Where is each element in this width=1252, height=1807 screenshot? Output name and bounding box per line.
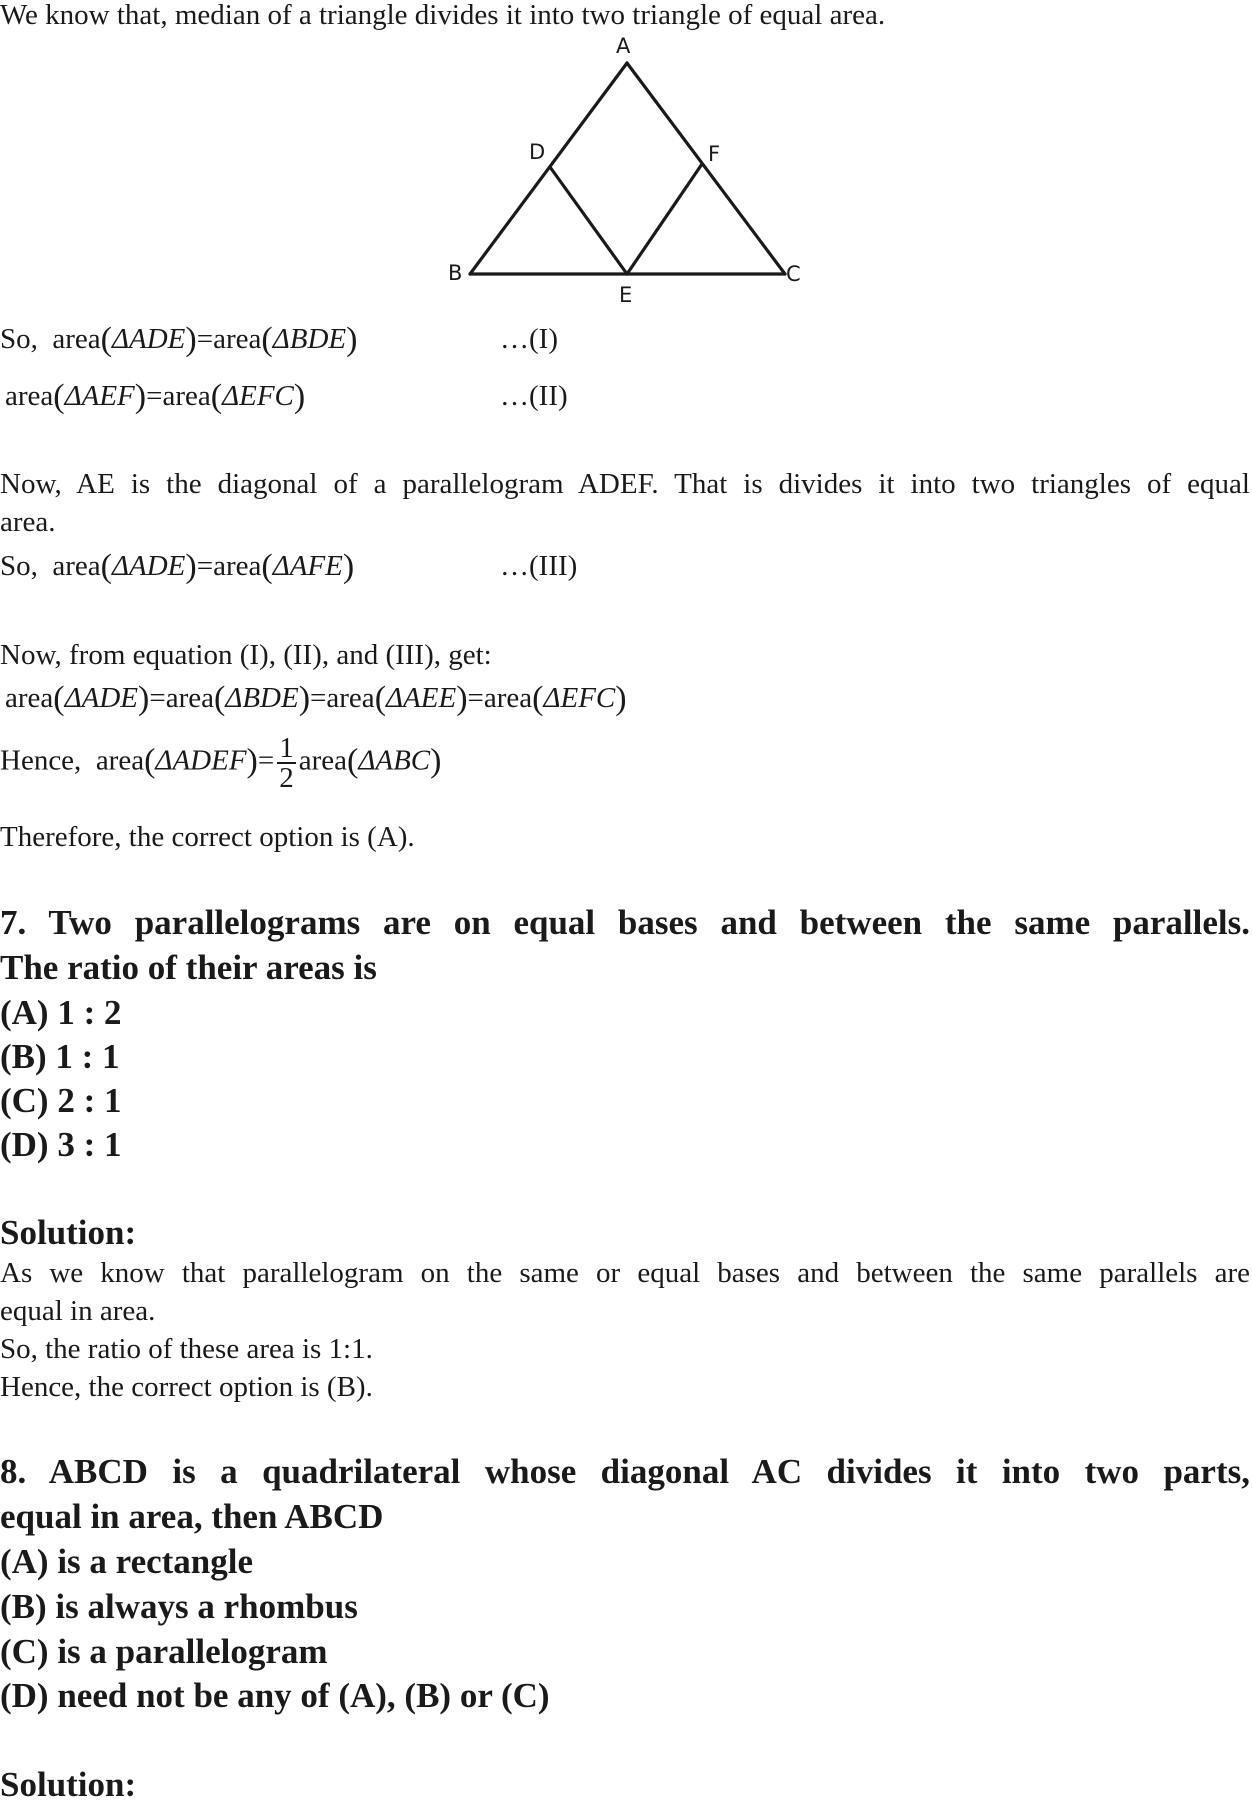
question-7-option-d: (D) 3 : 1: [0, 1125, 122, 1164]
diagonal-paragraph-line1: Now, AE is the diagonal of a parallelogram ADEF. That is divides it into two triangles of equal: [0, 468, 1250, 500]
question-8-option-b: (B) is always a rhombus: [0, 1587, 358, 1626]
conclusion-q6: Therefore, the correct option is (A).: [0, 821, 415, 853]
side-ac: [627, 63, 785, 274]
triangle-figure: [440, 34, 820, 314]
vertex-label-c: C: [786, 262, 801, 286]
vertex-label-e: E: [619, 283, 633, 307]
solution-7-heading: Solution:: [0, 1213, 137, 1252]
solution-7-line1: As we know that parallelogram on the same or equal bases and between the same parallels are: [0, 1257, 1250, 1289]
equation-chain: area(ΔADE)=area(ΔBDE)=area(ΔAEE)=area(ΔEFC): [5, 680, 627, 717]
solution-7-line4: Hence, the correct option is (B).: [0, 1371, 373, 1403]
equation-1: So, area(ΔADE)=area(ΔBDE): [0, 321, 358, 358]
segment-ef: [627, 164, 702, 274]
equation-1-tag: …(I): [500, 323, 558, 355]
question-7-option-b: (B) 1 : 1: [0, 1037, 120, 1076]
intro-text: We know that, median of a triangle divides it into two triangle of equal area.: [0, 0, 886, 31]
question-7-line1: 7. Two parallelograms are on equal bases and between the same parallels.: [0, 903, 1250, 942]
question-7-option-a: (A) 1 : 2: [0, 993, 122, 1032]
question-8-option-d: (D) need not be any of (A), (B) or (C): [0, 1676, 550, 1715]
from-equations-text: Now, from equation (I), (II), and (III), get:: [0, 639, 492, 671]
vertex-label-b: B: [448, 261, 463, 285]
solution-7-line3: So, the ratio of these area is 1:1.: [0, 1333, 373, 1365]
vertex-label-a: A: [616, 34, 631, 58]
fraction-one-half: $\frac{1}{2}$: [279, 732, 294, 794]
question-8-option-a: (A) is a rectangle: [0, 1542, 254, 1581]
equation-3: So, area(ΔADE)=area(ΔAFE): [0, 548, 355, 585]
segment-de: [550, 167, 627, 274]
vertex-label-d: D: [529, 140, 546, 164]
question-7-line2: The ratio of their areas is: [0, 948, 377, 987]
equation-half-area: Hence, area(ΔADEF)= $\frac{1}{2}$ area(ΔABC): [0, 732, 442, 794]
equation-2-tag: …(II): [500, 380, 568, 412]
question-8-line2: equal in area, then ABCD: [0, 1497, 384, 1536]
equation-3-tag: …(III): [500, 550, 578, 582]
solution-8-heading: Solution:: [0, 1765, 137, 1804]
diagonal-paragraph-line2: area.: [0, 506, 56, 538]
question-8-line1: 8. ABCD is a quadrilateral whose diagonal AC divides it into two parts,: [0, 1452, 1250, 1491]
vertex-label-f: F: [708, 142, 721, 166]
solution-7-line2: equal in area.: [0, 1295, 156, 1327]
equation-2: area(ΔAEF)=area(ΔEFC): [5, 378, 306, 415]
question-8-option-c: (C) is a parallelogram: [0, 1632, 328, 1671]
question-7-option-c: (C) 2 : 1: [0, 1081, 122, 1120]
